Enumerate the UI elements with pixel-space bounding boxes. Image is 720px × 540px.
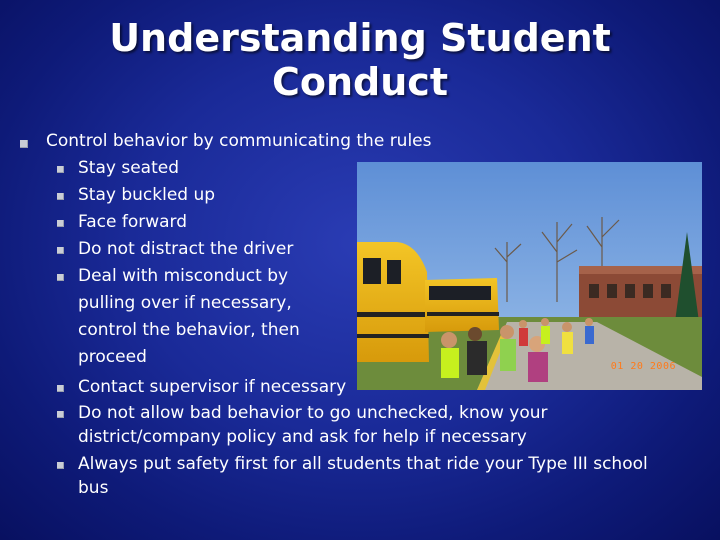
bullet-marker <box>57 247 64 254</box>
sub-bullet-text: Face forward <box>78 212 188 232</box>
sub-bullet-text: Stay buckled up <box>78 185 216 205</box>
title-line-1: Understanding Student <box>109 16 611 60</box>
sub-bullet-continuation: bus <box>78 478 109 498</box>
bullet-marker <box>57 166 64 173</box>
bullet-marker <box>57 411 64 418</box>
sub-bullet-continuation: proceed <box>78 347 147 367</box>
sub-bullet-text: Contact supervisor if necessary <box>78 377 347 397</box>
school-bus-photo-graphic <box>357 162 702 390</box>
bullet-marker <box>57 220 64 227</box>
photo-date-stamp: 01 20 2006 <box>610 361 676 372</box>
sub-bullet-text: Deal with misconduct by <box>78 266 289 286</box>
sub-bullet-continuation: control the behavior, then <box>78 320 300 340</box>
title-line-2: Conduct <box>272 60 448 104</box>
bullet-marker <box>57 385 64 392</box>
sub-bullet-continuation: district/company policy and ask for help if necessary <box>78 427 527 447</box>
sub-bullet-text: Stay seated <box>78 158 179 178</box>
school-bus-photo <box>357 162 702 390</box>
sub-bullet-continuation: pulling over if necessary, <box>78 293 292 313</box>
sub-bullet-text: Always put safety first for all students that ride your Type III school <box>78 454 648 474</box>
bullet-marker <box>20 140 28 148</box>
bullet-marker <box>57 462 64 469</box>
main-bullet-text: Control behavior by communicating the rules <box>46 131 432 151</box>
sub-bullet-text: Do not distract the driver <box>78 239 294 259</box>
sub-bullet-text: Do not allow bad behavior to go unchecked, know your <box>78 403 548 423</box>
bullet-marker <box>57 274 64 281</box>
bullet-marker <box>57 193 64 200</box>
